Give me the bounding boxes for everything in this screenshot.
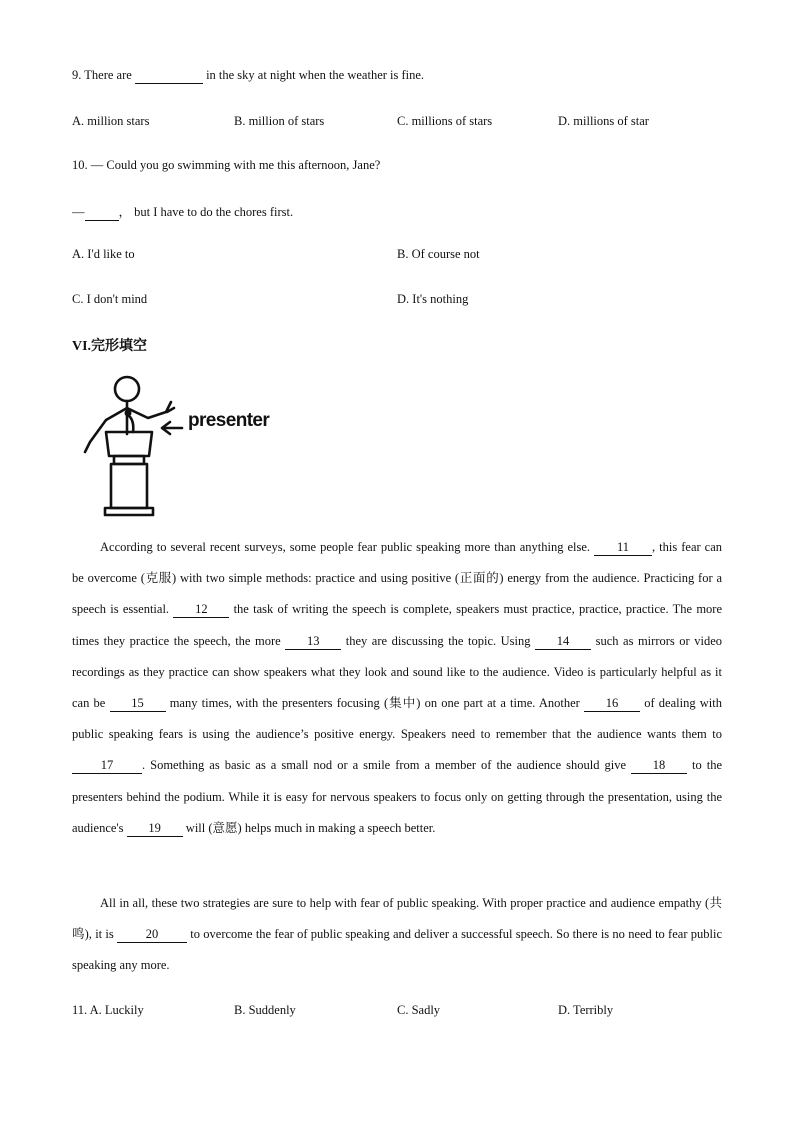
question-10-response-after: ， but I have to do the chores first.	[118, 205, 294, 219]
dash: —	[72, 205, 85, 219]
passage-text: will (意愿) helps much in making a speech better.	[182, 820, 436, 835]
passage-text: According to several recent surveys, some people fear public speaking more than anything else.	[100, 540, 595, 554]
q9-option-a: A. million stars	[72, 114, 150, 128]
question-9-stem-after: in the sky at night when the weather is fine.	[202, 68, 425, 82]
passage-text: they are discussing the topic. Using	[341, 633, 536, 648]
passage-text: such as mirrors or video recordings as they practice can show speakers what they look and sound like to the audience. Video is particularly helpful as it can be	[72, 633, 722, 711]
presenter-illustration	[78, 372, 278, 517]
question-10-stem: 10. — Could you go swimming with me this afternoon, Jane?	[72, 158, 381, 172]
answer-blank[interactable]	[85, 205, 119, 221]
q10-option-b: B. Of course not	[397, 247, 480, 261]
q11-option-d: D. Terribly	[558, 1003, 614, 1017]
passage-text: . Something as basic as a small nod or a smile from a member of the audience should give	[142, 758, 631, 773]
blank-16[interactable]: 16	[584, 696, 640, 712]
passage-text: of dealing with public speaking fears is using the audience’s positive energy. Speakers need to remember that the audience wants them to	[72, 696, 722, 742]
q10-option-a: A. I'd like to	[72, 247, 135, 261]
blank-14[interactable]: 14	[535, 634, 591, 650]
question-9-stem-before: 9. There are	[72, 68, 135, 82]
passage-text: , this fear can be overcome (克服) with two simple methods: practice and using positive (正面的) energy from the audience. Practicing for a speech is essential.	[72, 540, 723, 617]
passage-text: to overcome the fear of public speaking and deliver a successful speech. So there is no need to fear public speaking any more.	[72, 927, 722, 973]
blank-20[interactable]: 20	[117, 927, 187, 943]
question-10-response	[72, 202, 293, 221]
blank-19[interactable]: 19	[127, 821, 183, 837]
q11-option-a: 11. A. Luckily	[72, 1003, 144, 1017]
passage-paragraph-2	[72, 888, 722, 982]
presenter-label: presenter	[188, 410, 270, 431]
section-title: VI.完形填空	[72, 339, 148, 354]
blank-15[interactable]: 15	[110, 696, 166, 712]
blank-13[interactable]: 13	[285, 634, 341, 650]
q9-option-d: D. millions of star	[558, 114, 649, 128]
question-9-stem	[72, 68, 424, 84]
presenter-drawing	[78, 372, 278, 517]
blank-12[interactable]: 12	[173, 602, 229, 618]
blank-17[interactable]: 17	[72, 758, 142, 774]
answer-blank[interactable]	[135, 68, 203, 84]
passage-text: All in all, these two strategies are sure to help with fear of public speaking. With proper practice and audience empathy (共鸣), it is	[72, 896, 722, 942]
q10-option-c: C. I don't mind	[72, 292, 148, 306]
passage-paragraph-1	[72, 532, 722, 844]
q9-option-b: B. million of stars	[234, 114, 325, 128]
passage-text: to the presenters behind the podium. While it is easy for nervous speakers to focus only on getting through the presentation, using the audience's	[72, 758, 722, 835]
q10-option-d: D. It's nothing	[397, 292, 469, 306]
q11-option-b: B. Suddenly	[234, 1003, 296, 1017]
q11-option-c: C. Sadly	[397, 1003, 441, 1017]
blank-11[interactable]: 11	[594, 540, 652, 556]
q9-option-c: C. millions of stars	[397, 114, 493, 128]
passage-text: many times, with the presenters focusing (集中) on one part at a time. Another	[165, 696, 585, 711]
passage-text: the task of writing the speech is complete, speakers must practice, practice, practice. The more times they practice the speech, the more	[72, 602, 723, 648]
blank-18[interactable]: 18	[631, 758, 687, 774]
